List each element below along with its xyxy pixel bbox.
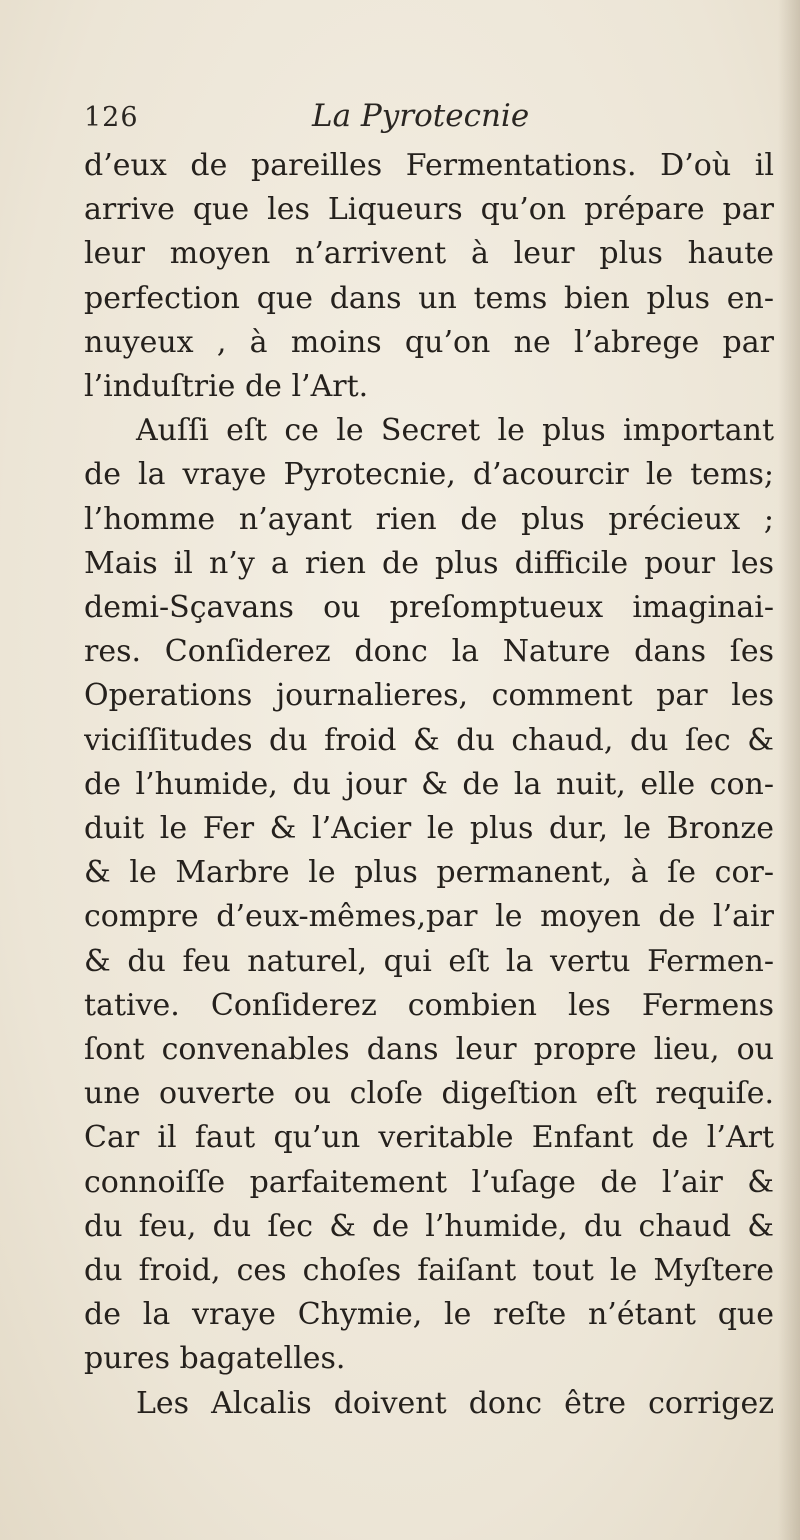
- text-line: de l’humide, du jour & de la nuit, elle con-: [84, 766, 774, 802]
- text-line: nuyeux , à moins qu’on ne l’abrege par: [84, 324, 774, 360]
- text-line: compre d’eux-mêmes,par le moyen de l’air: [84, 899, 774, 935]
- text-line: Operations journalieres, comment par les: [84, 678, 774, 714]
- text-line: d’eux de pareilles Fermentations. D’où il: [84, 148, 774, 183]
- text-line: l’induſtrie de l’Art.: [84, 369, 369, 405]
- text-line: Car il faut qu’un veritable Enfant de l’Art: [84, 1120, 774, 1156]
- page-number: 126: [84, 102, 139, 133]
- text-line: du feu, du ſec & de l’humide, du chaud &: [84, 1208, 774, 1244]
- page-header: [84, 98, 764, 138]
- text-line: de la vraye Chymie, le reſte n’étant que: [84, 1297, 774, 1333]
- text-line: connoiſſe parfaitement l’uſage de l’air &: [84, 1164, 774, 1200]
- text-line: tative. Conſiderez combien les Fermens: [84, 987, 774, 1023]
- text-line: duit le Fer & l’Acier le plus dur, le Bronze: [84, 811, 774, 847]
- text-line: Mais il n’y a rien de plus difficile pour les: [84, 545, 774, 581]
- text-line: res. Conſiderez donc la Nature dans ſes: [84, 634, 774, 670]
- text-line: leur moyen n’arrivent à leur plus haute: [84, 236, 774, 272]
- text-line: arrive que les Liqueurs qu’on prépare par: [84, 192, 774, 228]
- text-line: Les Alcalis doivent donc être corrigez: [136, 1385, 774, 1421]
- text-line: ſont convenables dans leur propre lieu, ou: [84, 1032, 774, 1068]
- page-edge-shadow: [778, 0, 800, 1540]
- text-line: & le Marbre le plus permanent, à ſe cor-: [84, 855, 774, 891]
- body-text: [84, 144, 774, 1426]
- text-line: de la vraye Pyrotecnie, d’acourcir le tems;: [84, 457, 774, 493]
- text-line: Auſſi eſt ce le Secret le plus important: [136, 413, 774, 449]
- text-line: viciſſitudes du froid & du chaud, du ſec &: [84, 722, 774, 758]
- text-line: demi-Sçavans ou preſomptueux imaginai-: [84, 590, 774, 626]
- text-line: du froid, ces choſes faiſant tout le Myſtere: [84, 1253, 774, 1289]
- text-line: & du feu naturel, qui eſt la vertu Fermen-: [84, 943, 774, 979]
- text-line: pures bagatelles.: [84, 1341, 346, 1377]
- text-line: perfection que dans un tems bien plus en-: [84, 280, 774, 316]
- text-line: une ouverte ou cloſe digeſtion eſt requiſe.: [84, 1076, 774, 1112]
- text-line: l’homme n’ayant rien de plus précieux ;: [84, 501, 774, 537]
- running-title: La Pyrotecnie: [312, 98, 530, 134]
